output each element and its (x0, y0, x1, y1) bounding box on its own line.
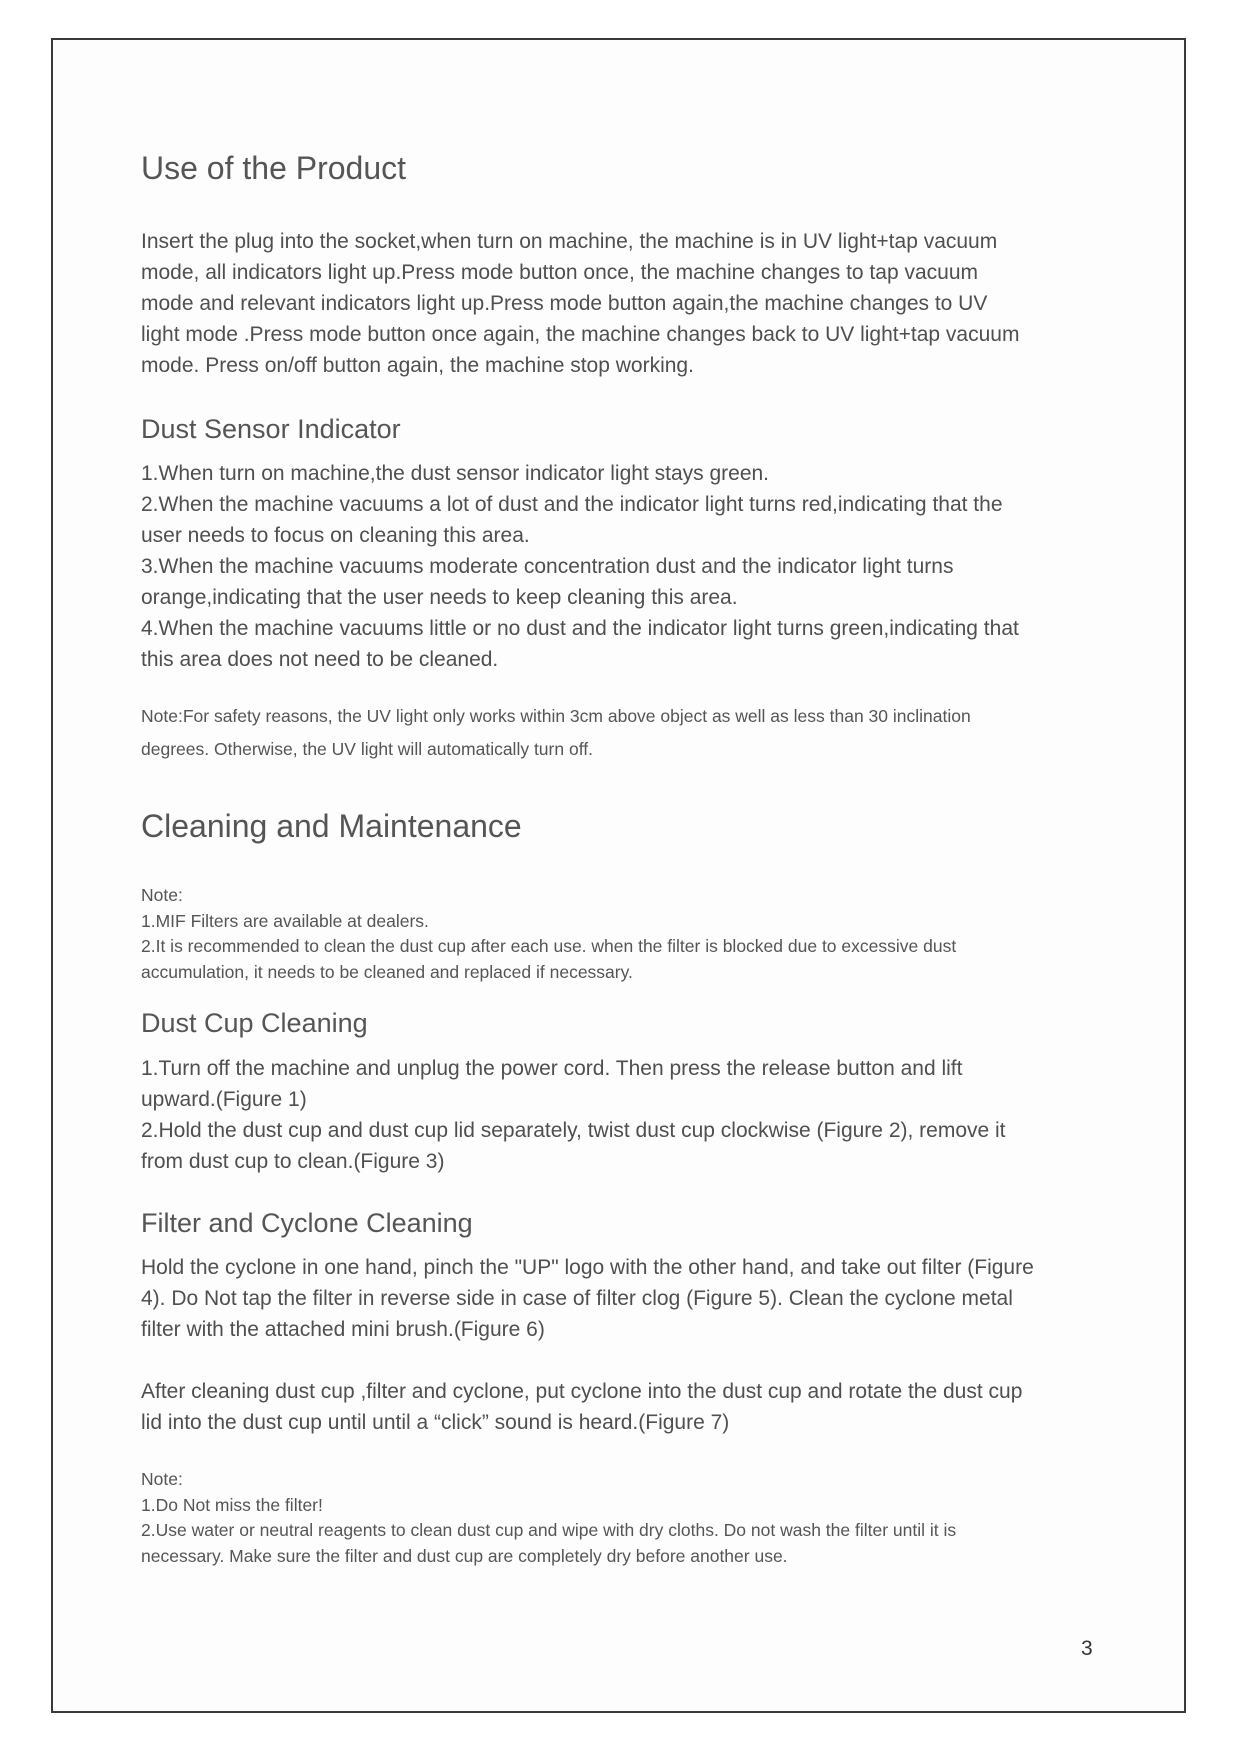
paragraph-line: upward.(Figure 1) (141, 1088, 307, 1111)
after-cleaning-paragraph (141, 1376, 1101, 1438)
paragraph-line: mode. Press on/off button again, the machine stop working. (141, 354, 694, 377)
paragraph-line: 2.When the machine vacuums a lot of dust and the indicator light turns red,indicating that the (141, 493, 1003, 516)
cleaning-note (141, 883, 1101, 985)
paragraph-line: Insert the plug into the socket,when turn on machine, the machine is in UV light+tap vacuum (141, 230, 998, 253)
paragraph-line: 4.When the machine vacuums little or no dust and the indicator light turns green,indicating that (141, 617, 1019, 640)
section-title-dust-cup-cleaning: Dust Cup Cleaning (141, 1008, 368, 1038)
note-line: Note: (141, 885, 183, 905)
note-line: 1.Do Not miss the filter! (141, 1494, 323, 1515)
note-line: necessary. Make sure the filter and dust cup are completely dry before another use. (141, 1545, 788, 1566)
note-line: Note: (141, 1469, 183, 1489)
paragraph-line: this area does not need to be cleaned. (141, 648, 499, 671)
paragraph-line: user needs to focus on cleaning this area. (141, 524, 530, 547)
page-number: 3 (1081, 1637, 1093, 1660)
note-line: accumulation, it needs to be cleaned and replaced if necessary. (141, 961, 633, 982)
section-title-use-of-product: Use of the Product (141, 150, 407, 186)
paragraph-line: lid into the dust cup until until a “click” sound is heard.(Figure 7) (141, 1411, 730, 1434)
paragraph-line: orange,indicating that the user needs to keep cleaning this area. (141, 586, 738, 609)
use-of-product-paragraph (141, 226, 1101, 381)
note-line: 1.MIF Filters are available at dealers. (141, 910, 429, 931)
paragraph-line: from dust cup to clean.(Figure 3) (141, 1150, 445, 1173)
paragraph-line: mode and relevant indicators light up.Press mode button again,the machine changes to UV (141, 292, 988, 315)
paragraph-line: 3.When the machine vacuums moderate concentration dust and the indicator light turns (141, 555, 954, 578)
paragraph-line: After cleaning dust cup ,filter and cyclone, put cyclone into the dust cup and rotate the dust cup (141, 1380, 1023, 1403)
filter-cyclone-paragraph (141, 1252, 1101, 1345)
dust-sensor-note (141, 700, 1101, 766)
dust-sensor-paragraph (141, 458, 1101, 675)
paragraph-line: 2.Hold the dust cup and dust cup lid separately, twist dust cup clockwise (Figure 2), remove it (141, 1119, 1006, 1142)
section-title-cleaning-maintenance: Cleaning and Maintenance (141, 808, 522, 844)
filter-note (141, 1467, 1101, 1569)
paragraph-line: light mode .Press mode button once again, the machine changes back to UV light+tap vacuum (141, 323, 1020, 346)
paragraph-line: 4). Do Not tap the filter in reverse side in case of filter clog (Figure 5). Clean the cyclone metal (141, 1287, 1013, 1310)
section-title-filter-cyclone: Filter and Cyclone Cleaning (141, 1208, 473, 1238)
dust-cup-paragraph (141, 1053, 1101, 1177)
paragraph-line: filter with the attached mini brush.(Figure 6) (141, 1318, 545, 1341)
paragraph-line: 1.When turn on machine,the dust sensor indicator light stays green. (141, 462, 770, 485)
paragraph-line: 1.Turn off the machine and unplug the power cord. Then press the release button and lift (141, 1057, 963, 1080)
paragraph-line: mode, all indicators light up.Press mode button once, the machine changes to tap vacuum (141, 261, 978, 284)
note-line: 2.It is recommended to clean the dust cup after each use. when the filter is blocked due to excessive dust (141, 936, 957, 956)
note-line: 2.Use water or neutral reagents to clean dust cup and wipe with dry cloths. Do not wash the filter until it is (141, 1520, 957, 1540)
note-line: Note:For safety reasons, the UV light only works within 3cm above object as well as less than 30 inclination (141, 706, 971, 726)
paragraph-line: Hold the cyclone in one hand, pinch the "UP" logo with the other hand, and take out filter (Figure (141, 1256, 1034, 1279)
section-title-dust-sensor: Dust Sensor Indicator (141, 414, 401, 444)
note-line: degrees. Otherwise, the UV light will automatically turn off. (141, 739, 593, 759)
